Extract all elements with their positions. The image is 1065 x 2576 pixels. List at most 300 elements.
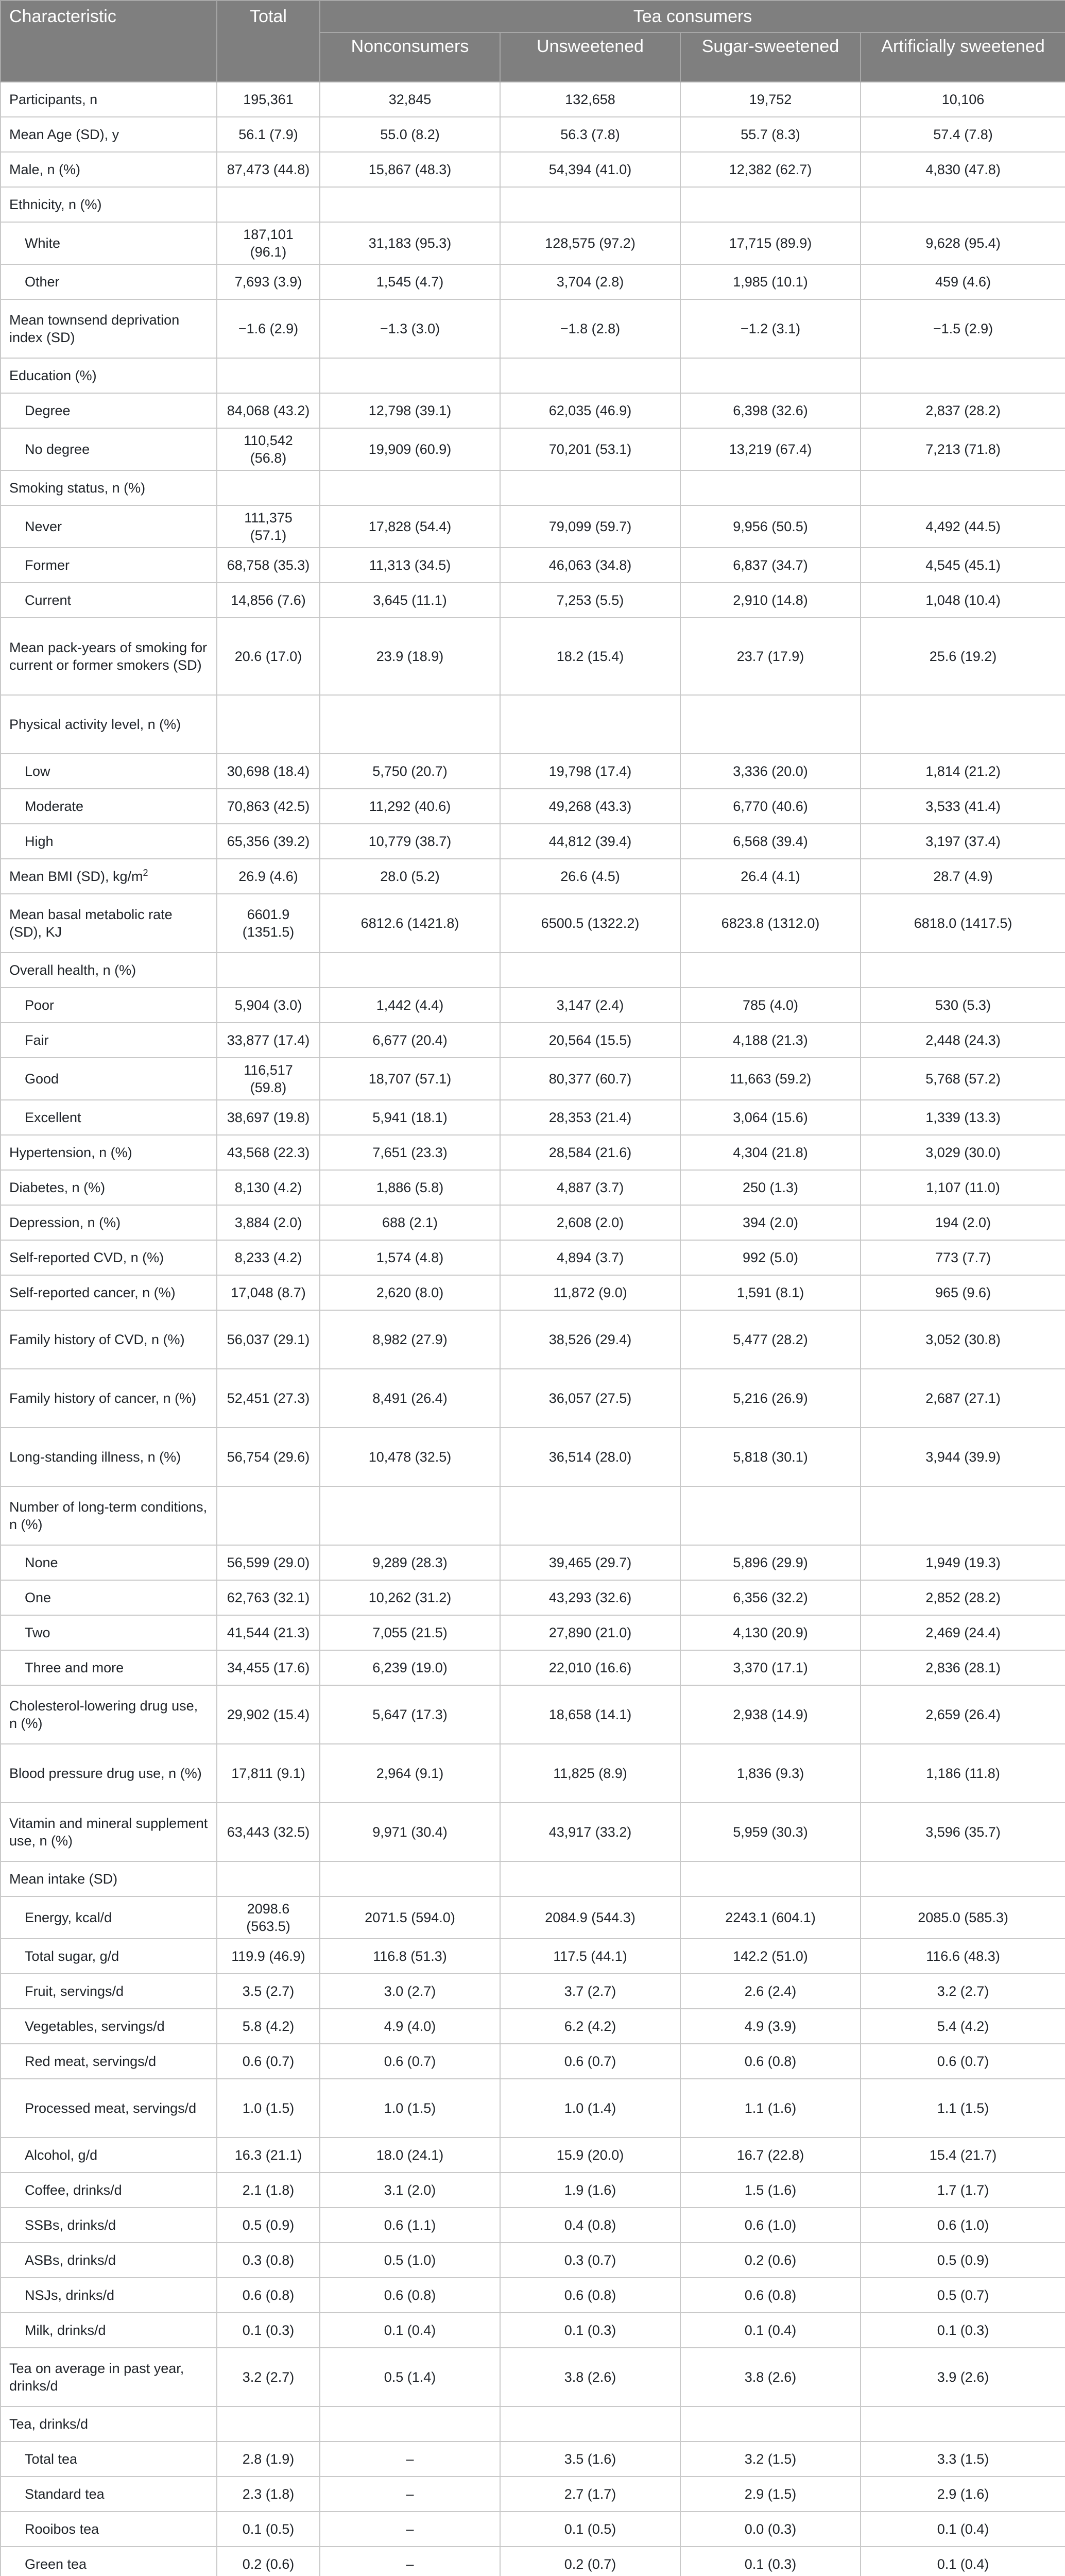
row-label-text: SSBs, drinks/d xyxy=(25,2217,116,2233)
row-label-text: Mean pack-years of smoking for current or former smokers (SD) xyxy=(9,640,208,673)
nonconsumers-cell: 28.0 (5.2) xyxy=(320,859,500,894)
table-row xyxy=(1,1023,1065,1058)
total-cell xyxy=(217,1486,320,1545)
row-label xyxy=(1,222,217,264)
sugar-sweetened-cell: 6,770 (40.6) xyxy=(680,789,861,824)
nonconsumers-cell: 0.6 (0.8) xyxy=(320,2278,500,2313)
artificially-sweetened-cell: 0.1 (0.4) xyxy=(861,2512,1065,2547)
total-cell: 14,856 (7.6) xyxy=(217,583,320,618)
nonconsumers-cell: 3,645 (11.1) xyxy=(320,583,500,618)
total-cell: 1.0 (1.5) xyxy=(217,2079,320,2138)
row-label-text: Three and more xyxy=(25,1660,124,1675)
unsweetened-cell: 49,268 (43.3) xyxy=(500,789,680,824)
sugar-sweetened-cell xyxy=(680,1486,861,1545)
table-row xyxy=(1,2547,1065,2576)
table-row xyxy=(1,859,1065,894)
total-cell: 65,356 (39.2) xyxy=(217,824,320,859)
nonconsumers-cell: 11,292 (40.6) xyxy=(320,789,500,824)
artificially-sweetened-cell: −1.5 (2.9) xyxy=(861,299,1065,358)
artificially-sweetened-cell: 0.1 (0.3) xyxy=(861,2313,1065,2348)
total-cell: 0.2 (0.6) xyxy=(217,2547,320,2576)
unsweetened-cell: 46,063 (34.8) xyxy=(500,548,680,583)
header-characteristic: Characteristic xyxy=(1,1,217,82)
sugar-sweetened-cell: 992 (5.0) xyxy=(680,1240,861,1275)
artificially-sweetened-cell: 15.4 (21.7) xyxy=(861,2138,1065,2173)
row-label-text: Self-reported cancer, n (%) xyxy=(9,1285,176,1300)
nonconsumers-cell: 23.9 (18.9) xyxy=(320,618,500,695)
unsweetened-cell: 28,353 (21.4) xyxy=(500,1100,680,1135)
row-label xyxy=(1,1240,217,1275)
sugar-sweetened-cell: 13,219 (67.4) xyxy=(680,428,861,470)
artificially-sweetened-cell: 0.5 (0.9) xyxy=(861,2243,1065,2278)
row-label xyxy=(1,1170,217,1205)
total-cell: 43,568 (22.3) xyxy=(217,1135,320,1170)
sugar-sweetened-cell: 5,216 (26.9) xyxy=(680,1369,861,1428)
row-label xyxy=(1,358,217,393)
row-label xyxy=(1,82,217,117)
artificially-sweetened-cell: 4,545 (45.1) xyxy=(861,548,1065,583)
row-label-text: Former xyxy=(25,557,70,573)
total-cell: 0.6 (0.7) xyxy=(217,2044,320,2079)
total-cell: 29,902 (15.4) xyxy=(217,1685,320,1744)
row-label xyxy=(1,2313,217,2348)
total-cell: 38,697 (19.8) xyxy=(217,1100,320,1135)
sugar-sweetened-cell xyxy=(680,470,861,505)
nonconsumers-cell: −1.3 (3.0) xyxy=(320,299,500,358)
sugar-sweetened-cell: 6823.8 (1312.0) xyxy=(680,894,861,953)
sugar-sweetened-cell xyxy=(680,953,861,988)
artificially-sweetened-cell: 773 (7.7) xyxy=(861,1240,1065,1275)
artificially-sweetened-cell: 1,814 (21.2) xyxy=(861,754,1065,789)
artificially-sweetened-cell: 459 (4.6) xyxy=(861,264,1065,299)
sugar-sweetened-cell xyxy=(680,187,861,222)
unsweetened-cell: 0.6 (0.8) xyxy=(500,2278,680,2313)
sugar-sweetened-cell: 394 (2.0) xyxy=(680,1205,861,1240)
row-label-text: Hypertension, n (%) xyxy=(9,1145,132,1160)
table-row xyxy=(1,1650,1065,1685)
nonconsumers-cell: 6,239 (19.0) xyxy=(320,1650,500,1685)
total-cell: 110,542 (56.8) xyxy=(217,428,320,470)
table-row xyxy=(1,222,1065,264)
header-tea-consumers: Tea consumers xyxy=(320,1,1065,32)
unsweetened-cell: 2.7 (1.7) xyxy=(500,2477,680,2512)
table-row xyxy=(1,789,1065,824)
artificially-sweetened-cell: 0.1 (0.4) xyxy=(861,2547,1065,2576)
unsweetened-cell: 18.2 (15.4) xyxy=(500,618,680,695)
sugar-sweetened-cell: 4,304 (21.8) xyxy=(680,1135,861,1170)
table-row xyxy=(1,1580,1065,1615)
artificially-sweetened-cell: 2,852 (28.2) xyxy=(861,1580,1065,1615)
table-row xyxy=(1,1428,1065,1486)
sugar-sweetened-cell: 2,938 (14.9) xyxy=(680,1685,861,1744)
unsweetened-cell: 2,608 (2.0) xyxy=(500,1205,680,1240)
nonconsumers-cell: 10,262 (31.2) xyxy=(320,1580,500,1615)
total-cell: 3.2 (2.7) xyxy=(217,2348,320,2406)
unsweetened-cell: 19,798 (17.4) xyxy=(500,754,680,789)
row-label xyxy=(1,1896,217,1939)
nonconsumers-cell: 1,442 (4.4) xyxy=(320,988,500,1023)
sugar-sweetened-cell: 5,477 (28.2) xyxy=(680,1310,861,1369)
artificially-sweetened-cell: 6818.0 (1417.5) xyxy=(861,894,1065,953)
nonconsumers-cell: 1,545 (4.7) xyxy=(320,264,500,299)
artificially-sweetened-cell: 3,029 (30.0) xyxy=(861,1135,1065,1170)
artificially-sweetened-cell: 1,186 (11.8) xyxy=(861,1744,1065,1803)
sugar-sweetened-cell: 0.0 (0.3) xyxy=(680,2512,861,2547)
row-label-text: Family history of CVD, n (%) xyxy=(9,1332,185,1347)
artificially-sweetened-cell: 965 (9.6) xyxy=(861,1275,1065,1310)
table-row xyxy=(1,1685,1065,1744)
row-label-text: Total sugar, g/d xyxy=(25,1948,119,1964)
unsweetened-cell: 0.1 (0.3) xyxy=(500,2313,680,2348)
unsweetened-cell: 43,917 (33.2) xyxy=(500,1803,680,1861)
unsweetened-cell: 1.9 (1.6) xyxy=(500,2173,680,2208)
table-row xyxy=(1,299,1065,358)
total-cell: 6601.9 (1351.5) xyxy=(217,894,320,953)
row-label-text: Male, n (%) xyxy=(9,162,81,177)
row-label xyxy=(1,299,217,358)
row-label-text: Ethnicity, n (%) xyxy=(9,197,102,212)
row-label xyxy=(1,264,217,299)
sugar-sweetened-cell: 0.1 (0.3) xyxy=(680,2547,861,2576)
artificially-sweetened-cell: 10,106 xyxy=(861,82,1065,117)
row-label xyxy=(1,470,217,505)
row-label xyxy=(1,789,217,824)
table-row xyxy=(1,1310,1065,1369)
unsweetened-cell: 54,394 (41.0) xyxy=(500,152,680,187)
table-row xyxy=(1,583,1065,618)
row-label-text: Number of long-term conditions, n (%) xyxy=(9,1499,208,1532)
sugar-sweetened-cell: 6,568 (39.4) xyxy=(680,824,861,859)
row-label xyxy=(1,428,217,470)
unsweetened-cell: 56.3 (7.8) xyxy=(500,117,680,152)
row-label-text: Education (%) xyxy=(9,368,97,383)
sugar-sweetened-cell: 1,985 (10.1) xyxy=(680,264,861,299)
row-label xyxy=(1,1369,217,1428)
table-row xyxy=(1,428,1065,470)
row-label-text: Poor xyxy=(25,997,55,1013)
sugar-sweetened-cell: 0.6 (1.0) xyxy=(680,2208,861,2243)
row-label xyxy=(1,393,217,428)
nonconsumers-cell: 6,677 (20.4) xyxy=(320,1023,500,1058)
row-label xyxy=(1,824,217,859)
table-row xyxy=(1,988,1065,1023)
total-cell: 5,904 (3.0) xyxy=(217,988,320,1023)
table-row xyxy=(1,1275,1065,1310)
table-row xyxy=(1,2313,1065,2348)
nonconsumers-cell: 0.5 (1.0) xyxy=(320,2243,500,2278)
total-cell: 0.1 (0.3) xyxy=(217,2313,320,2348)
unsweetened-cell: 4,894 (3.7) xyxy=(500,1240,680,1275)
table-row xyxy=(1,82,1065,117)
table-row xyxy=(1,1896,1065,1939)
artificially-sweetened-cell: 1,339 (13.3) xyxy=(861,1100,1065,1135)
row-label-text: Green tea xyxy=(25,2556,87,2572)
total-cell: 26.9 (4.6) xyxy=(217,859,320,894)
artificially-sweetened-cell: 4,492 (44.5) xyxy=(861,505,1065,548)
artificially-sweetened-cell xyxy=(861,695,1065,754)
header-nonconsumers: Nonconsumers xyxy=(320,32,500,82)
table-row xyxy=(1,2278,1065,2313)
row-label xyxy=(1,1803,217,1861)
row-label-text: Cholesterol-lowering drug use, n (%) xyxy=(9,1698,198,1731)
artificially-sweetened-cell xyxy=(861,358,1065,393)
artificially-sweetened-cell xyxy=(861,1861,1065,1896)
row-label xyxy=(1,1135,217,1170)
total-cell: 187,101 (96.1) xyxy=(217,222,320,264)
unsweetened-cell xyxy=(500,695,680,754)
unsweetened-cell: 0.4 (0.8) xyxy=(500,2208,680,2243)
unsweetened-cell: 18,658 (14.1) xyxy=(500,1685,680,1744)
nonconsumers-cell xyxy=(320,358,500,393)
row-label xyxy=(1,859,217,894)
unsweetened-cell: 3.7 (2.7) xyxy=(500,1974,680,2009)
total-cell: 34,455 (17.6) xyxy=(217,1650,320,1685)
row-label-text: Tea on average in past year, drinks/d xyxy=(9,2361,184,2394)
table-row xyxy=(1,2243,1065,2278)
artificially-sweetened-cell: 0.6 (0.7) xyxy=(861,2044,1065,2079)
row-label xyxy=(1,695,217,754)
nonconsumers-cell: 0.6 (1.1) xyxy=(320,2208,500,2243)
nonconsumers-cell: 7,651 (23.3) xyxy=(320,1135,500,1170)
total-cell: 17,048 (8.7) xyxy=(217,1275,320,1310)
total-cell: 70,863 (42.5) xyxy=(217,789,320,824)
row-label-text: One xyxy=(25,1590,51,1605)
total-cell: 2098.6 (563.5) xyxy=(217,1896,320,1939)
row-label xyxy=(1,1939,217,1974)
unsweetened-cell: 3,704 (2.8) xyxy=(500,264,680,299)
artificially-sweetened-cell: 5,768 (57.2) xyxy=(861,1058,1065,1100)
total-cell: 41,544 (21.3) xyxy=(217,1615,320,1650)
row-label xyxy=(1,152,217,187)
row-label-text: High xyxy=(25,834,54,849)
artificially-sweetened-cell: 194 (2.0) xyxy=(861,1205,1065,1240)
total-cell: 16.3 (21.1) xyxy=(217,2138,320,2173)
row-label xyxy=(1,2442,217,2477)
row-label-text: Long-standing illness, n (%) xyxy=(9,1449,181,1465)
row-label xyxy=(1,1974,217,2009)
artificially-sweetened-cell: 2,659 (26.4) xyxy=(861,1685,1065,1744)
row-label-text: None xyxy=(25,1555,58,1570)
sugar-sweetened-cell: 17,715 (89.9) xyxy=(680,222,861,264)
table-row xyxy=(1,1486,1065,1545)
artificially-sweetened-cell: 2085.0 (585.3) xyxy=(861,1896,1065,1939)
artificially-sweetened-cell: 25.6 (19.2) xyxy=(861,618,1065,695)
row-label-text: Excellent xyxy=(25,1110,81,1125)
nonconsumers-cell: 3.0 (2.7) xyxy=(320,1974,500,2009)
row-label-text: Degree xyxy=(25,403,71,418)
sugar-sweetened-cell: 6,398 (32.6) xyxy=(680,393,861,428)
row-label-text: Smoking status, n (%) xyxy=(9,480,146,496)
row-label xyxy=(1,1023,217,1058)
nonconsumers-cell: – xyxy=(320,2477,500,2512)
table-row xyxy=(1,358,1065,393)
total-cell: 3,884 (2.0) xyxy=(217,1205,320,1240)
artificially-sweetened-cell xyxy=(861,953,1065,988)
sugar-sweetened-cell: 1,836 (9.3) xyxy=(680,1744,861,1803)
total-cell: 68,758 (35.3) xyxy=(217,548,320,583)
sugar-sweetened-cell: −1.2 (3.1) xyxy=(680,299,861,358)
nonconsumers-cell: 6812.6 (1421.8) xyxy=(320,894,500,953)
table-row xyxy=(1,1240,1065,1275)
row-label xyxy=(1,754,217,789)
row-label-text: Physical activity level, n (%) xyxy=(9,717,181,732)
row-label-superscript: 2 xyxy=(143,868,148,878)
sugar-sweetened-cell: 3,064 (15.6) xyxy=(680,1100,861,1135)
sugar-sweetened-cell: 9,956 (50.5) xyxy=(680,505,861,548)
total-cell xyxy=(217,695,320,754)
unsweetened-cell: 6500.5 (1322.2) xyxy=(500,894,680,953)
total-cell: 56,037 (29.1) xyxy=(217,1310,320,1369)
table-row xyxy=(1,1100,1065,1135)
unsweetened-cell: 11,872 (9.0) xyxy=(500,1275,680,1310)
total-cell: 2.3 (1.8) xyxy=(217,2477,320,2512)
row-label-text: Participants, n xyxy=(9,92,98,107)
unsweetened-cell xyxy=(500,187,680,222)
sugar-sweetened-cell: 0.6 (0.8) xyxy=(680,2044,861,2079)
row-label xyxy=(1,1861,217,1896)
nonconsumers-cell xyxy=(320,953,500,988)
artificially-sweetened-cell: 1.1 (1.5) xyxy=(861,2079,1065,2138)
nonconsumers-cell: 9,971 (30.4) xyxy=(320,1803,500,1861)
row-label xyxy=(1,2278,217,2313)
row-label xyxy=(1,2547,217,2576)
total-cell: 63,443 (32.5) xyxy=(217,1803,320,1861)
artificially-sweetened-cell: 3.3 (1.5) xyxy=(861,2442,1065,2477)
total-cell: 0.3 (0.8) xyxy=(217,2243,320,2278)
table-row xyxy=(1,2138,1065,2173)
row-label xyxy=(1,894,217,953)
artificially-sweetened-cell: 3,596 (35.7) xyxy=(861,1803,1065,1861)
row-label xyxy=(1,2406,217,2442)
row-label-text: Mean townsend deprivation index (SD) xyxy=(9,312,180,345)
row-label-text: Two xyxy=(25,1625,50,1640)
table-row xyxy=(1,1205,1065,1240)
sugar-sweetened-cell: 2243.1 (604.1) xyxy=(680,1896,861,1939)
sugar-sweetened-cell: 12,382 (62.7) xyxy=(680,152,861,187)
total-cell: 56.1 (7.9) xyxy=(217,117,320,152)
artificially-sweetened-cell: 9,628 (95.4) xyxy=(861,222,1065,264)
sugar-sweetened-cell: 142.2 (51.0) xyxy=(680,1939,861,1974)
row-label xyxy=(1,1545,217,1580)
unsweetened-cell: 62,035 (46.9) xyxy=(500,393,680,428)
nonconsumers-cell: 0.6 (0.7) xyxy=(320,2044,500,2079)
row-label-text: Good xyxy=(25,1071,59,1087)
unsweetened-cell: 3.5 (1.6) xyxy=(500,2442,680,2477)
table-row xyxy=(1,695,1065,754)
nonconsumers-cell: 688 (2.1) xyxy=(320,1205,500,1240)
row-label xyxy=(1,2044,217,2079)
artificially-sweetened-cell: 2.9 (1.6) xyxy=(861,2477,1065,2512)
unsweetened-cell: 44,812 (39.4) xyxy=(500,824,680,859)
unsweetened-cell: 79,099 (59.7) xyxy=(500,505,680,548)
unsweetened-cell: 4,887 (3.7) xyxy=(500,1170,680,1205)
unsweetened-cell: 22,010 (16.6) xyxy=(500,1650,680,1685)
nonconsumers-cell: 32,845 xyxy=(320,82,500,117)
nonconsumers-cell: 18,707 (57.1) xyxy=(320,1058,500,1100)
sugar-sweetened-cell: 1.1 (1.6) xyxy=(680,2079,861,2138)
nonconsumers-cell xyxy=(320,1861,500,1896)
table-row xyxy=(1,2079,1065,2138)
unsweetened-cell: 39,465 (29.7) xyxy=(500,1545,680,1580)
total-cell: 111,375 (57.1) xyxy=(217,505,320,548)
row-label xyxy=(1,1100,217,1135)
total-cell xyxy=(217,1861,320,1896)
nonconsumers-cell: 2,964 (9.1) xyxy=(320,1744,500,1803)
row-label-text: Never xyxy=(25,519,62,534)
sugar-sweetened-cell xyxy=(680,1861,861,1896)
total-cell: 2.8 (1.9) xyxy=(217,2442,320,2477)
row-label-text: Fair xyxy=(25,1032,49,1048)
unsweetened-cell xyxy=(500,1486,680,1545)
table-row xyxy=(1,2044,1065,2079)
table-row xyxy=(1,1170,1065,1205)
unsweetened-cell: 15.9 (20.0) xyxy=(500,2138,680,2173)
nonconsumers-cell: 5,647 (17.3) xyxy=(320,1685,500,1744)
table-row xyxy=(1,2406,1065,2442)
total-cell: 56,599 (29.0) xyxy=(217,1545,320,1580)
nonconsumers-cell: 0.5 (1.4) xyxy=(320,2348,500,2406)
nonconsumers-cell xyxy=(320,2406,500,2442)
artificially-sweetened-cell: 7,213 (71.8) xyxy=(861,428,1065,470)
nonconsumers-cell: 1,886 (5.8) xyxy=(320,1170,500,1205)
row-label xyxy=(1,1310,217,1369)
sugar-sweetened-cell: 6,356 (32.2) xyxy=(680,1580,861,1615)
unsweetened-cell: 0.3 (0.7) xyxy=(500,2243,680,2278)
nonconsumers-cell xyxy=(320,695,500,754)
header-total: Total xyxy=(217,1,320,82)
unsweetened-cell xyxy=(500,358,680,393)
table-row xyxy=(1,117,1065,152)
table-row xyxy=(1,2477,1065,2512)
total-cell: 0.6 (0.8) xyxy=(217,2278,320,2313)
artificially-sweetened-cell: 3,533 (41.4) xyxy=(861,789,1065,824)
total-cell: 7,693 (3.9) xyxy=(217,264,320,299)
unsweetened-cell xyxy=(500,2406,680,2442)
total-cell: 84,068 (43.2) xyxy=(217,393,320,428)
nonconsumers-cell: 3.1 (2.0) xyxy=(320,2173,500,2208)
row-label xyxy=(1,1486,217,1545)
row-label xyxy=(1,1275,217,1310)
table-row xyxy=(1,2348,1065,2406)
row-label-text: Current xyxy=(25,592,72,608)
nonconsumers-cell: 2,620 (8.0) xyxy=(320,1275,500,1310)
sugar-sweetened-cell: 2.6 (2.4) xyxy=(680,1974,861,2009)
unsweetened-cell: 132,658 xyxy=(500,82,680,117)
artificially-sweetened-cell xyxy=(861,470,1065,505)
row-label xyxy=(1,583,217,618)
row-label-text: Depression, n (%) xyxy=(9,1215,121,1230)
sugar-sweetened-cell: 785 (4.0) xyxy=(680,988,861,1023)
row-label-text: Fruit, servings/d xyxy=(25,1984,124,1999)
unsweetened-cell xyxy=(500,470,680,505)
row-label xyxy=(1,2173,217,2208)
total-cell: 56,754 (29.6) xyxy=(217,1428,320,1486)
sugar-sweetened-cell: 2.9 (1.5) xyxy=(680,2477,861,2512)
row-label xyxy=(1,2009,217,2044)
artificially-sweetened-cell: 1.7 (1.7) xyxy=(861,2173,1065,2208)
artificially-sweetened-cell xyxy=(861,2406,1065,2442)
artificially-sweetened-cell: 0.6 (1.0) xyxy=(861,2208,1065,2243)
nonconsumers-cell: 12,798 (39.1) xyxy=(320,393,500,428)
row-label-text: NSJs, drinks/d xyxy=(25,2287,115,2303)
table-row xyxy=(1,1369,1065,1428)
row-label-text: Overall health, n (%) xyxy=(9,962,136,978)
table-row xyxy=(1,264,1065,299)
artificially-sweetened-cell: 4,830 (47.8) xyxy=(861,152,1065,187)
sugar-sweetened-cell: 3.2 (1.5) xyxy=(680,2442,861,2477)
table-row xyxy=(1,1545,1065,1580)
artificially-sweetened-cell: 2,837 (28.2) xyxy=(861,393,1065,428)
